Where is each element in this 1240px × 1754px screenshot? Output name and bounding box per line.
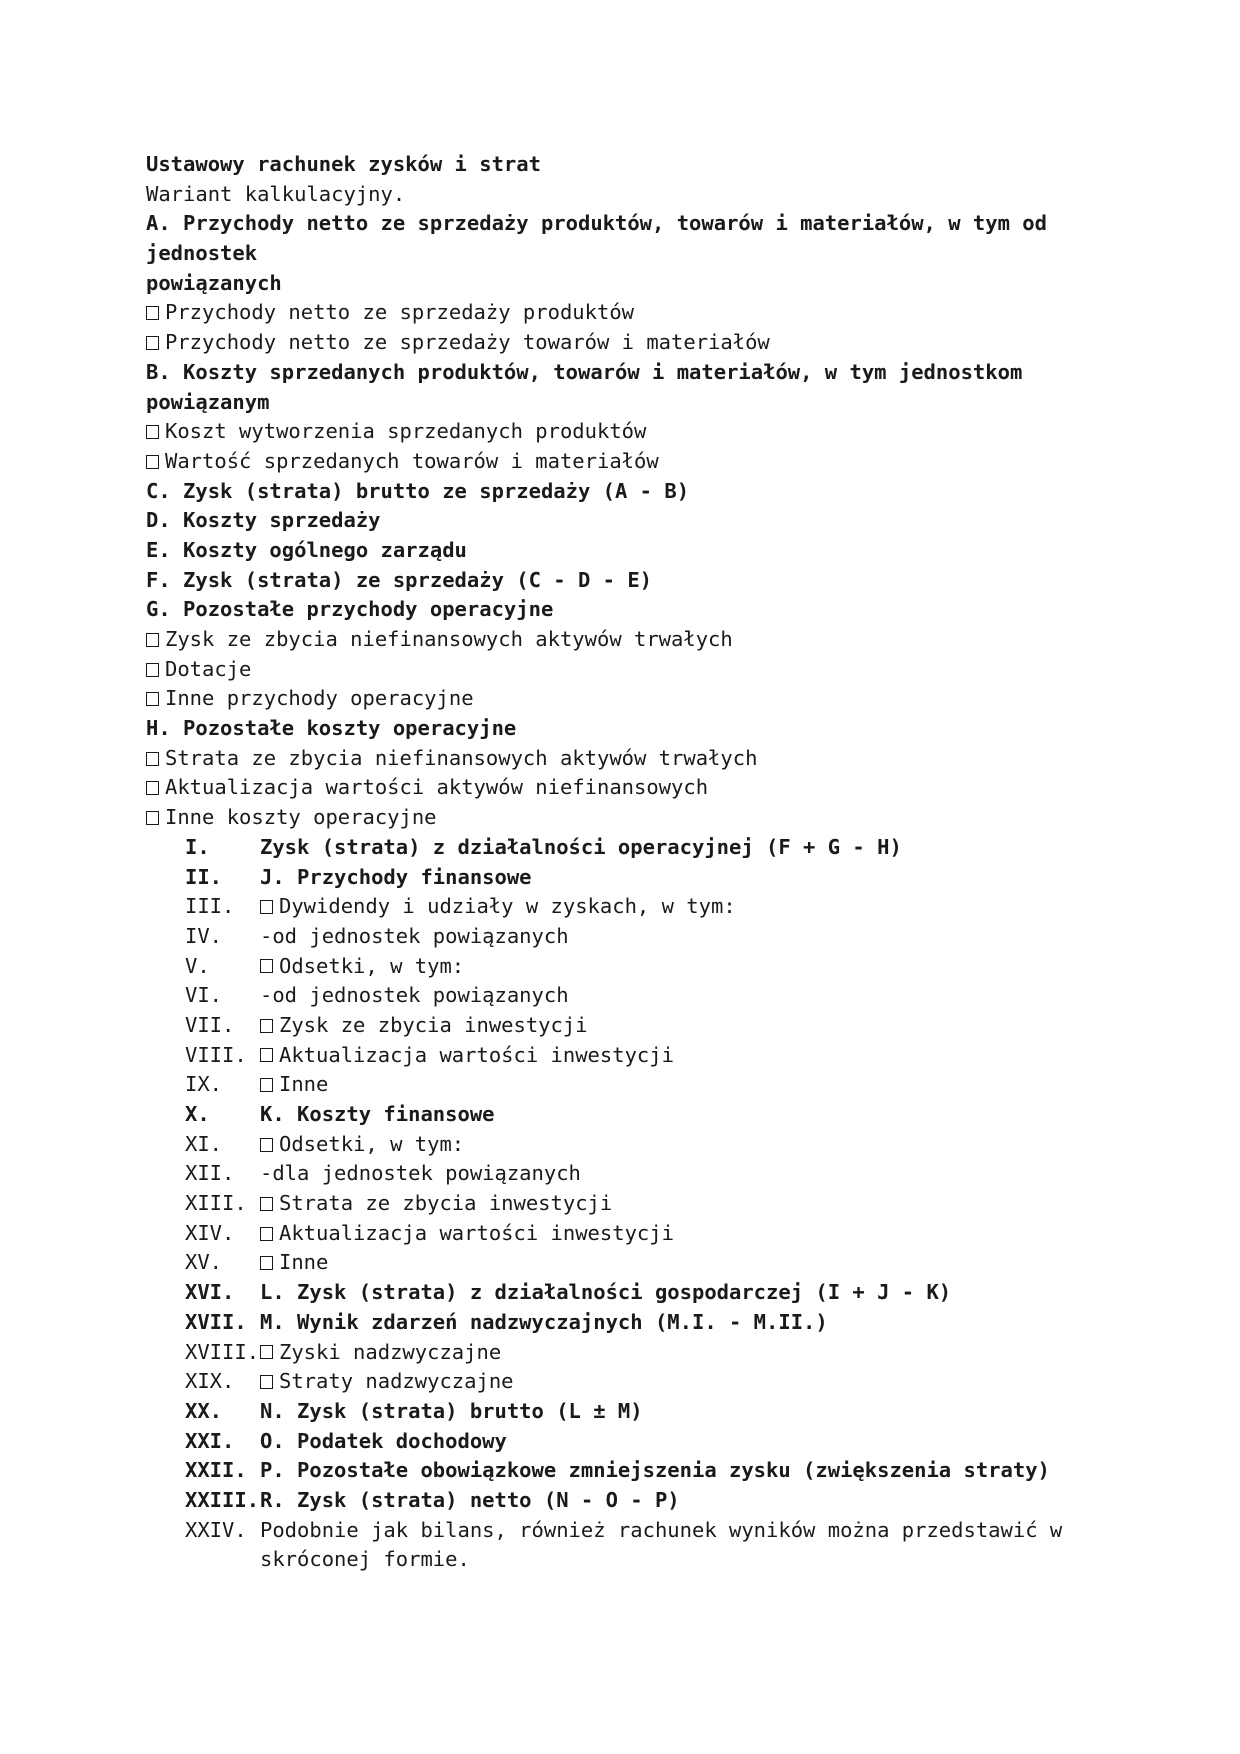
checkbox-bullet-icon (260, 1078, 273, 1092)
roman-numeral: V. (185, 953, 210, 978)
numbered-item (146, 833, 1106, 863)
list-item (146, 684, 1106, 714)
numbered-item (146, 1397, 1106, 1427)
checkbox-bullet-icon (260, 1256, 273, 1270)
numbered-item (146, 1011, 1106, 1041)
numbered-item-text: Aktualizacja wartości inwestycji (279, 1042, 674, 1067)
list-item (146, 298, 1106, 328)
roman-numeral: XI. (185, 1131, 223, 1156)
checkbox-bullet-icon (260, 900, 273, 914)
numbered-item-text: -dla jednostek powiązanych (260, 1161, 581, 1186)
numbered-item-text: O. Podatek dochodowy (260, 1428, 507, 1453)
numbered-item (146, 1189, 1106, 1219)
numbered-item (146, 981, 1106, 1011)
numbered-item-text: K. Koszty finansowe (260, 1102, 495, 1126)
list-item (146, 773, 1106, 803)
list-item (146, 328, 1106, 358)
roman-numeral: XXIII. (185, 1487, 260, 1512)
roman-numeral: XIX. (185, 1369, 235, 1394)
roman-numeral: XIV. (185, 1220, 235, 1245)
numbered-item-text: P. Pozostałe obowiązkowe zmniejszenia zysku (zwiększenia straty) (260, 1458, 1050, 1483)
numbered-item (146, 863, 1106, 893)
numbered-item-text: Zysk ze zbycia inwestycji (279, 1012, 588, 1037)
checkbox-bullet-icon (260, 1375, 273, 1389)
section-d-heading: D. Koszty sprzedaży (146, 508, 381, 533)
numbered-item-text: Straty nadzwyczajne (279, 1369, 514, 1394)
list-item-text: Aktualizacja wartości aktywów niefinansowych (165, 775, 709, 800)
numbered-item (146, 1456, 1106, 1486)
numbered-item (146, 1486, 1106, 1516)
numbered-item-text: Inne (279, 1072, 329, 1097)
list-item-text: Inne koszty operacyjne (165, 805, 437, 830)
numbered-item-text: Aktualizacja wartości inwestycji (279, 1220, 674, 1245)
section-a-heading: A. Przychody netto ze sprzedaży produktów, towarów i materiałów, w tym od (146, 211, 1047, 236)
numbered-item-text: Odsetki, w tym: (279, 1131, 465, 1156)
roman-numeral: III. (185, 894, 235, 919)
roman-numeral: XX. (185, 1398, 223, 1423)
numbered-item-text: R. Zysk (strata) netto (N - O - P) (260, 1487, 680, 1512)
numbered-list (146, 833, 1106, 1546)
section-b-items (146, 417, 1106, 476)
document-subtitle: Wariant kalkulacyjny. (146, 181, 406, 206)
numbered-item-text: Zyski nadzwyczajne (279, 1339, 502, 1364)
section-h-heading: H. Pozostałe koszty operacyjne (146, 716, 517, 741)
roman-numeral: VI. (185, 983, 223, 1008)
checkbox-bullet-icon (260, 1048, 273, 1062)
roman-numeral: XVIII. (185, 1339, 260, 1364)
section-g-items (146, 625, 1106, 714)
numbered-list-continuation: skróconej formie. (260, 1547, 470, 1572)
list-item-text: Koszt wytworzenia sprzedanych produktów (165, 419, 647, 444)
numbered-item (146, 922, 1106, 952)
numbered-item (146, 1219, 1106, 1249)
section-e-heading: E. Koszty ogólnego zarządu (146, 537, 467, 562)
roman-numeral: XXI. (185, 1428, 235, 1453)
numbered-item-text: N. Zysk (strata) brutto (L ± M) (260, 1398, 643, 1423)
section-f-heading: F. Zysk (strata) ze sprzedaży (C - D - E) (146, 567, 653, 592)
roman-numeral: XXII. (185, 1458, 247, 1483)
checkbox-bullet-icon (260, 1138, 273, 1152)
numbered-item-text: -od jednostek powiązanych (260, 983, 569, 1008)
numbered-item (146, 1367, 1106, 1397)
numbered-item (146, 1159, 1106, 1189)
roman-numeral: XVII. (185, 1309, 247, 1334)
checkbox-bullet-icon (146, 455, 159, 469)
numbered-item (146, 952, 1106, 982)
numbered-item (146, 1248, 1106, 1278)
roman-numeral: XVI. (185, 1280, 235, 1305)
roman-numeral: X. (185, 1102, 210, 1126)
numbered-item-text: Podobnie jak bilans, również rachunek wyników można przedstawić w (260, 1517, 1063, 1542)
roman-numeral: XV. (185, 1250, 223, 1275)
roman-numeral: IV. (185, 923, 223, 948)
numbered-item-text: L. Zysk (strata) z działalności gospodarczej (I + J - K) (260, 1280, 952, 1305)
roman-numeral: I. (185, 834, 210, 859)
numbered-item (146, 1427, 1106, 1457)
checkbox-bullet-icon (260, 1019, 273, 1033)
numbered-item (146, 1070, 1106, 1100)
roman-numeral: VII. (185, 1012, 235, 1037)
list-item (146, 744, 1106, 774)
roman-numeral: IX. (185, 1072, 223, 1097)
numbered-item (146, 1338, 1106, 1368)
roman-numeral: II. (185, 864, 223, 889)
list-item-text: Dotacje (165, 656, 252, 681)
checkbox-bullet-icon (260, 1197, 273, 1211)
section-b-heading-cont: powiązanym (146, 389, 270, 414)
section-a-items (146, 298, 1106, 357)
section-a-heading-cont-1: jednostek (146, 241, 258, 266)
document-title: Ustawowy rachunek zysków i strat (146, 152, 541, 176)
numbered-item (146, 1100, 1106, 1130)
numbered-item-text: Dywidendy i udziały w zyskach, w tym: (279, 894, 736, 919)
numbered-item (146, 1278, 1106, 1308)
roman-numeral: VIII. (185, 1042, 247, 1067)
list-item-text: Inne przychody operacyjne (165, 686, 474, 711)
list-item-text: Zysk ze zbycia niefinansowych aktywów trwałych (165, 627, 733, 651)
section-a-heading-cont-2: powiązanych (146, 270, 282, 295)
checkbox-bullet-icon (146, 336, 159, 350)
list-item-text: Wartość sprzedanych towarów i materiałów (165, 448, 659, 473)
document-body (146, 150, 1106, 1575)
checkbox-bullet-icon (260, 959, 273, 973)
roman-numeral: XIII. (185, 1191, 247, 1216)
list-item-text: Strata ze zbycia niefinansowych aktywów trwałych (165, 745, 758, 770)
list-item-text: Przychody netto ze sprzedaży towarów i materiałów (165, 330, 770, 355)
numbered-item (146, 1041, 1106, 1071)
numbered-item (146, 892, 1106, 922)
checkbox-bullet-icon (146, 781, 159, 795)
checkbox-bullet-icon (146, 811, 159, 825)
list-item (146, 655, 1106, 685)
numbered-item-text: Strata ze zbycia inwestycji (279, 1191, 613, 1216)
list-item (146, 803, 1106, 833)
section-g-heading: G. Pozostałe przychody operacyjne (146, 597, 554, 622)
list-item (146, 447, 1106, 477)
numbered-item (146, 1130, 1106, 1160)
numbered-item-text: Zysk (strata) z działalności operacyjnej (F + G - H) (260, 834, 902, 859)
roman-numeral: XII. (185, 1161, 235, 1186)
numbered-item-text: -od jednostek powiązanych (260, 923, 569, 948)
roman-numeral: XXIV. (185, 1517, 247, 1542)
list-item (146, 625, 1106, 655)
checkbox-bullet-icon (146, 633, 159, 647)
numbered-item-text: Inne (279, 1250, 329, 1275)
section-c-heading: C. Zysk (strata) brutto ze sprzedaży (A - B) (146, 478, 690, 503)
numbered-item-text: M. Wynik zdarzeń nadzwyczajnych (M.I. - M.II.) (260, 1309, 828, 1334)
checkbox-bullet-icon (260, 1227, 273, 1241)
numbered-item (146, 1308, 1106, 1338)
checkbox-bullet-icon (146, 663, 159, 677)
checkbox-bullet-icon (146, 692, 159, 706)
list-item-text: Przychody netto ze sprzedaży produktów (165, 300, 634, 325)
checkbox-bullet-icon (146, 752, 159, 766)
checkbox-bullet-icon (146, 425, 159, 439)
numbered-item-text: Odsetki, w tym: (279, 953, 465, 978)
checkbox-bullet-icon (260, 1345, 273, 1359)
numbered-item (146, 1516, 1106, 1546)
list-item (146, 417, 1106, 447)
section-h-items (146, 744, 1106, 833)
checkbox-bullet-icon (146, 306, 159, 320)
section-b-heading: B. Koszty sprzedanych produktów, towarów i materiałów, w tym jednostkom (146, 359, 1023, 384)
numbered-item-text: J. Przychody finansowe (260, 864, 532, 889)
